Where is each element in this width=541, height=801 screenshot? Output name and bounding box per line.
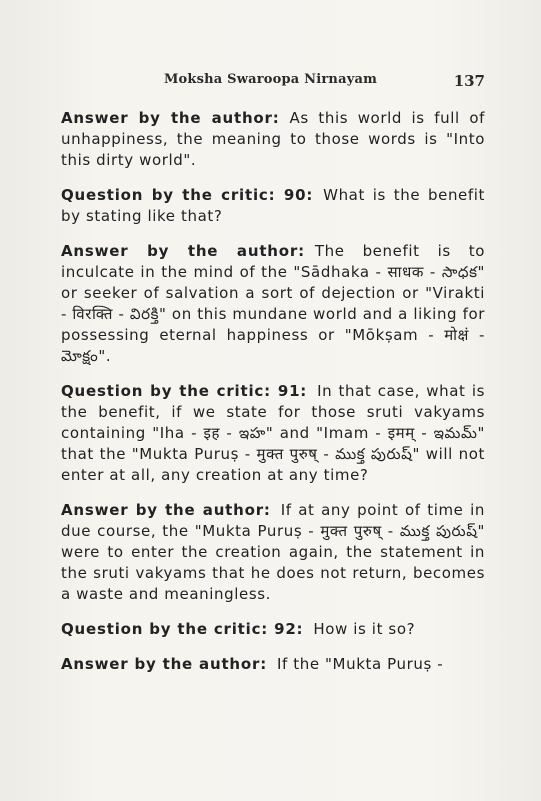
paragraph-text: What is the benefit by stating like that? [61, 186, 486, 225]
paragraph-lead: Answer by the author: [61, 501, 271, 519]
paragraph-lead: Answer by the author: [61, 655, 267, 673]
question-paragraph [61, 185, 485, 227]
paragraph-lead: Question by the critic: 91: [61, 382, 308, 400]
question-paragraph [61, 381, 485, 486]
question-paragraph [61, 619, 485, 640]
answer-paragraph [61, 500, 485, 605]
answer-paragraph [61, 108, 485, 171]
paragraph-text: How is it so? [313, 620, 416, 638]
paragraph-lead: Answer by the author: [61, 109, 280, 127]
paragraph-text: As this world is full of unhappiness, the meaning to those words is "Into this dirty world". [61, 109, 485, 169]
paragraph-text: The benefit is to inculcate in the mind of the "Sādhaka - साधक - సాధక" or seeker of salvation a sort of dejection or "Virakti - विरक्ति - విరక్తి" on this mundane world and a liking for possessing eternal happiness or "Mōkṣam - मोक्षं - మోక్షం". [61, 242, 486, 365]
page-header [0, 72, 541, 94]
running-title: Moksha Swaroopa Nirnayam [163, 72, 378, 87]
paragraph-lead: Answer by the author: [61, 242, 305, 260]
answer-paragraph [61, 241, 485, 367]
paragraph-text: If at any point of time in due course, the "Mukta Puruṣ - मुक्त पुरुष् - ముక్త పురుష్" were to enter the creation again, the statement in the sruti vakyams that he does not return, becomes a waste and meaningless. [61, 501, 485, 603]
paragraph-text: If the "Mukta Puruṣ - [277, 655, 444, 673]
page-body [61, 108, 485, 689]
paragraph-lead: Question by the critic: 92: [61, 620, 304, 638]
answer-paragraph [61, 654, 485, 675]
paragraph-text: In that case, what is the benefit, if we state for those sruti vakyams containing "Iha - इह - ఇహ" and "Imam - इमम् - ఇమమ్" that the "Mukta Puruṣ - मुक्त पुरुष् - ముక్త పురుష్" will not enter at all, any creation at any time? [61, 382, 485, 484]
paragraph-lead: Question by the critic: 90: [61, 186, 314, 204]
page-number: 137 [453, 72, 485, 90]
